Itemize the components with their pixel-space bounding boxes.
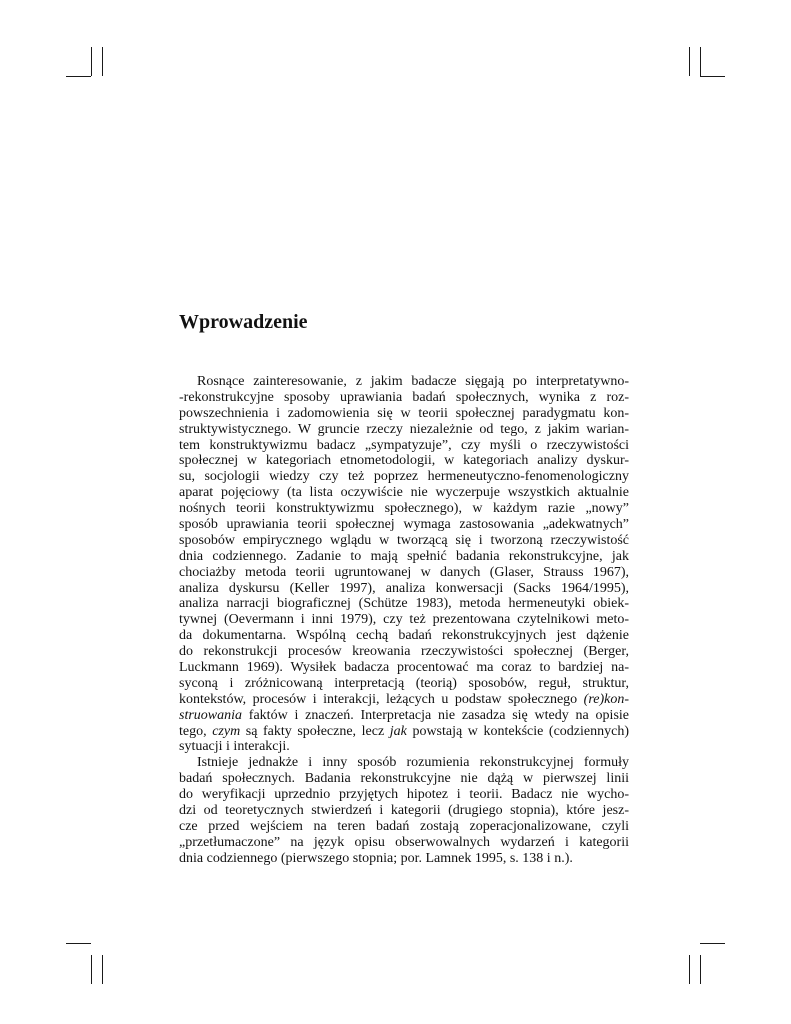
line-text: badań społecznych. Badania rekonstrukcyjne nie dążą w pierwszej linii [179, 771, 629, 787]
line-text: kontekstów, procesów i interakcji, leżących u podstaw społecznego [179, 691, 584, 707]
crop-mark-top-left-v2 [102, 47, 103, 76]
chapter-title: Wprowadzenie [179, 311, 308, 333]
text-line [179, 708, 629, 724]
line-text: struktywistycznego. W gruncie rzeczy niezależnie od tego, z jakim warian- [179, 421, 629, 437]
italic-text: czym [212, 723, 241, 739]
crop-mark-bottom-right-v1 [689, 955, 690, 984]
line-text: cze przed wejściem na teren badań zostają zoperacjonalizowane, czyli [179, 818, 629, 834]
text-line [179, 581, 629, 597]
line-text: analiza dyskursu (Keller 1997), analiza konwersacji (Sacks 1964/1995), [179, 580, 629, 596]
italic-text: jak [389, 723, 407, 739]
text-line [179, 501, 629, 517]
text-line [179, 565, 629, 581]
line-text: tywnej (Oevermann i inni 1979), czy też prezentowana czytelnikowi meto- [179, 612, 629, 628]
text-line [179, 628, 629, 644]
crop-mark-top-left-h [66, 76, 91, 77]
crop-mark-bottom-left-h [66, 943, 91, 944]
italic-text: struowania [179, 707, 243, 723]
crop-mark-bottom-right-v2 [700, 955, 701, 984]
text-line [179, 692, 629, 708]
text-line [179, 676, 629, 692]
line-text: tego, [179, 723, 213, 739]
text-line [179, 803, 629, 819]
text-line [179, 469, 629, 485]
paragraph-2 [179, 755, 629, 866]
line-text: sytuacji i interakcji. [179, 739, 290, 755]
line-text: Rosnące zainteresowanie, z jakim badacze sięgają po interpretatywno- [197, 374, 629, 389]
paragraph-1 [179, 374, 629, 755]
body-text [179, 374, 629, 867]
italic-text: (re)kon- [583, 691, 629, 707]
line-text: dnia codziennego. Zadanie to mają spełnić badania rekonstrukcyjne, jak [179, 548, 629, 564]
line-text: da dokumentarna. Wspólną cechą badań rekonstrukcyjnych jest dążenie [179, 628, 629, 644]
line-text: dzi od teoretycznych stwierdzeń i kategorii (drugiego stopnia), które jesz- [179, 803, 629, 819]
crop-mark-top-right-h [700, 76, 725, 77]
text-line [179, 787, 629, 803]
line-text: społecznej w kategoriach etnometodologii, w kategoriach analizy dyskur- [179, 453, 629, 469]
crop-mark-bottom-left-v2 [102, 955, 103, 984]
line-text: sposób uprawiania teorii społecznej wymaga zastosowania „adekwatnych” [179, 517, 629, 533]
text-line [179, 724, 629, 740]
line-text: powszechnienia i zadomowienia się w teorii społecznej paradygmatu kon- [179, 405, 629, 421]
line-text: sposobów empirycznego wglądu w tworzącą się i tworzoną rzeczywistość [179, 532, 629, 548]
line-text: tem konstruktywizmu badacz „sympatyzuje”, czy myśli o rzeczywistości [179, 437, 629, 453]
line-text: aparat pojęciowy (ta lista oczywiście nie wyczerpuje wszystkich aktualnie [179, 485, 629, 501]
text-line [179, 422, 629, 438]
text-line [179, 755, 629, 771]
text-line [179, 453, 629, 469]
text-line [179, 612, 629, 628]
line-text: su, socjologii wiedzy czy też poprzez hermeneutyczno-fenomenologiczny [179, 469, 629, 485]
crop-mark-top-right-v2 [700, 47, 701, 76]
line-text: „przetłumaczone” na język opisu obserwowalnych wydarzeń i kategorii [179, 834, 629, 850]
crop-mark-top-left-v1 [91, 47, 92, 76]
line-text: Luckmann 1969). Wysiłek badacza procentować ma coraz to bardziej na- [179, 660, 629, 676]
text-line [179, 438, 629, 454]
text-line [179, 644, 629, 660]
text-line [179, 374, 629, 390]
line-text: są fakty społeczne, lecz [240, 723, 390, 739]
crop-mark-bottom-left-v1 [91, 955, 92, 984]
text-line [179, 596, 629, 612]
text-line [179, 517, 629, 533]
text-line [179, 549, 629, 565]
text-line [179, 390, 629, 406]
text-line [179, 485, 629, 501]
line-text: analiza narracji biograficznej (Schütze 1983), metoda hermeneutyki obiek- [179, 596, 629, 612]
line-text: chociażby metoda teorii ugruntowanej w danych (Glaser, Strauss 1967), [179, 564, 629, 580]
text-line [179, 835, 629, 851]
text-line [179, 851, 629, 867]
line-text: nośnych teorii konstruktywizmu społecznego), w każdym razie „nowy” [179, 501, 629, 517]
text-line [179, 771, 629, 787]
crop-mark-top-right-v1 [689, 47, 690, 76]
line-text: Istnieje jednakże i inny sposób rozumienia rekonstrukcyjnej formuły [197, 755, 629, 771]
text-line [179, 739, 629, 755]
line-text: powstają w kontekście (codziennych) [406, 723, 629, 739]
text-line [179, 819, 629, 835]
text-line [179, 660, 629, 676]
crop-mark-bottom-right-h [700, 943, 725, 944]
line-text: dnia codziennego (pierwszego stopnia; por. Lamnek 1995, s. 138 i n.). [179, 850, 573, 866]
line-text: -rekonstrukcyjne sposoby uprawiania badań społecznych, wynika z roz- [179, 389, 629, 405]
text-line [179, 533, 629, 549]
line-text: do weryfikacji uprzednio przyjętych hipotez i teorii. Badacz nie wycho- [179, 787, 629, 803]
line-text: syconą i zróżnicowaną interpretacją (teorią) sposobów, reguł, struktur, [179, 675, 629, 691]
line-text: faktów i znaczeń. Interpretacja nie zasadza się wtedy na opisie [242, 707, 629, 723]
line-text: do rekonstrukcji procesów kreowania rzeczywistości społecznej (Berger, [179, 644, 629, 660]
text-line [179, 406, 629, 422]
